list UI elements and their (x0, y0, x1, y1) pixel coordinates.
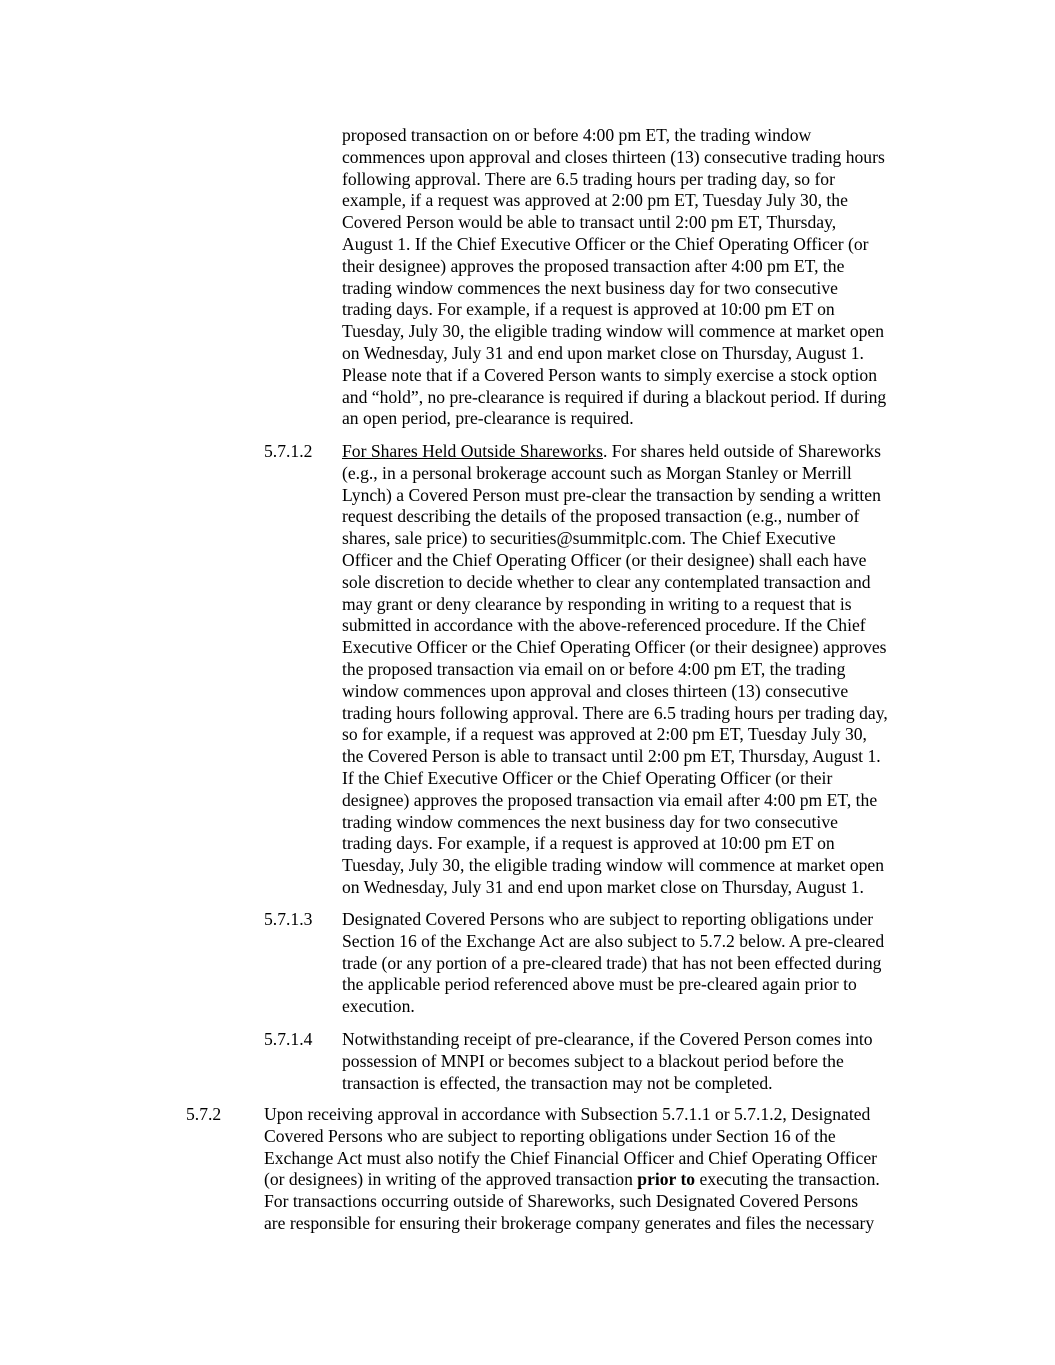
section-5712-first-line-rest: . For shares held outside of Shareworks (602, 441, 881, 461)
continuation-paragraph (342, 125, 942, 430)
text-line: Exchange Act must also notify the Chief Financial Officer and Chief Operating Officer (264, 1147, 877, 1168)
section-5714-paragraph (342, 1029, 942, 1094)
section-572-paragraph (264, 1104, 944, 1235)
text-line: Designated Covered Persons who are subject to reporting obligations under (342, 909, 874, 929)
text-line: may grant or deny clearance by responding in writing to a request that is (342, 593, 852, 614)
text-line: submitted in accordance with the above-referenced procedure. If the Chief (342, 615, 866, 636)
text-line: designee) approves the proposed transaction via email after 4:00 pm ET, the (342, 789, 878, 810)
text-line: possession of MNPI or becomes subject to a blackout period before the (342, 1050, 844, 1071)
text-line: trading window commences the next business day for two consecutive (342, 811, 838, 832)
text-line: For transactions occurring outside of Shareworks, such Designated Covered Persons (264, 1191, 859, 1212)
text-line: execution. (342, 996, 415, 1017)
text-line: the proposed transaction via email on or before 4:00 pm ET, the trading (342, 658, 846, 679)
text-line: trade (or any portion of a pre-cleared trade) that has not been effected during (342, 952, 882, 973)
section-number-5714: 5.7.1.4 (264, 1029, 313, 1049)
text-line: Upon receiving approval in accordance with Subsection 5.7.1.1 or 5.7.1.2, Designated (264, 1104, 871, 1124)
text-line: Officer and the Chief Operating Officer (or their designee) shall each have (342, 549, 867, 570)
text-line: trading hours following approval. There are 6.5 trading hours per trading day, (342, 702, 888, 723)
section-5712-first-line (342, 441, 942, 463)
text-line: Covered Person would be able to transact until 2:00 pm ET, Thursday, (342, 212, 837, 233)
section-572-lines-after (264, 1191, 944, 1235)
text-line: trading days. For example, if a request is approved at 10:00 pm ET on (342, 833, 835, 854)
text-line: shares, sale price) to securities@summitplc.com. The Chief Executive (342, 528, 836, 549)
text-line: commences upon approval and closes thirteen (13) consecutive trading hours (342, 146, 885, 167)
text-line: their designee) approves the proposed transaction after 4:00 pm ET, the (342, 255, 845, 276)
section-572-lines-before (264, 1104, 944, 1169)
text-line: Section 16 of the Exchange Act are also subject to 5.7.2 below. A pre-cleared (342, 930, 885, 951)
text-line: transaction is effected, the transaction may not be completed. (342, 1072, 773, 1093)
text-line: sole discretion to decide whether to clear any contemplated transaction and (342, 571, 871, 592)
text-line: Tuesday, July 30, the eligible trading window will commence at market open (342, 855, 885, 876)
text-line: Notwithstanding receipt of pre-clearance, if the Covered Person comes into (342, 1029, 873, 1049)
text-line: Executive Officer or the Chief Operating Officer (or their designee) approves (342, 637, 887, 658)
text-line: are responsible for ensuring their brokerage company generates and files the necessary (264, 1212, 875, 1233)
text-line: example, if a request was approved at 2:00 pm ET, Tuesday July 30, the (342, 190, 848, 211)
section-572-line-4-post: executing the transaction. (695, 1169, 880, 1190)
text-line: the applicable period referenced above must be pre-cleared again prior to (342, 974, 857, 995)
text-line: Please note that if a Covered Person wants to simply exercise a stock option (342, 364, 878, 385)
text-line: request describing the details of the proposed transaction (e.g., number of (342, 506, 860, 527)
text-line: proposed transaction on or before 4:00 pm ET, the trading window (342, 125, 812, 145)
text-line: trading window commences the next business day for two consecutive (342, 277, 838, 298)
text-line: If the Chief Executive Officer or the Chief Operating Officer (or their (342, 767, 833, 788)
text-line: August 1. If the Chief Executive Officer or the Chief Operating Officer (or (342, 233, 869, 254)
section-number-572: 5.7.2 (186, 1104, 222, 1124)
text-line: an open period, pre-clearance is required. (342, 408, 634, 429)
text-line: and “hold”, no pre-clearance is required if during a blackout period. If during (342, 386, 887, 407)
section-572-bold-prior-to: prior to (637, 1169, 696, 1190)
section-5713-paragraph (342, 909, 942, 1018)
section-572-line-4-pre: (or designees) in writing of the approved transaction (264, 1169, 638, 1190)
text-line: on Wednesday, July 31 and end upon market close on Thursday, August 1. (342, 342, 864, 363)
section-5712-paragraph (342, 441, 942, 899)
text-line: following approval. There are 6.5 trading hours per trading day, so for (342, 168, 835, 189)
text-line: trading days. For example, if a request is approved at 10:00 pm ET on (342, 299, 835, 320)
section-number-5713: 5.7.1.3 (264, 909, 313, 929)
text-line: Tuesday, July 30, the eligible trading window will commence at market open (342, 321, 885, 342)
text-line: Covered Persons who are subject to reporting obligations under Section 16 of the (264, 1125, 836, 1146)
section-5712-body (342, 463, 942, 899)
text-line: (e.g., in a personal brokerage account such as Morgan Stanley or Merrill (342, 462, 852, 483)
text-line: window commences upon approval and closes thirteen (13) consecutive (342, 680, 849, 701)
text-line: Lynch) a Covered Person must pre-clear the transaction by sending a written (342, 484, 881, 505)
text-line: on Wednesday, July 31 and end upon market close on Thursday, August 1. (342, 876, 864, 897)
text-line: the Covered Person is able to transact until 2:00 pm ET, Thursday, August 1. (342, 746, 881, 767)
section-5712-heading: For Shares Held Outside Shareworks (342, 441, 603, 461)
section-number-5712: 5.7.1.2 (264, 441, 313, 461)
text-line: so for example, if a request was approved at 2:00 pm ET, Tuesday July 30, (342, 724, 867, 745)
section-572-line-4 (264, 1169, 944, 1191)
